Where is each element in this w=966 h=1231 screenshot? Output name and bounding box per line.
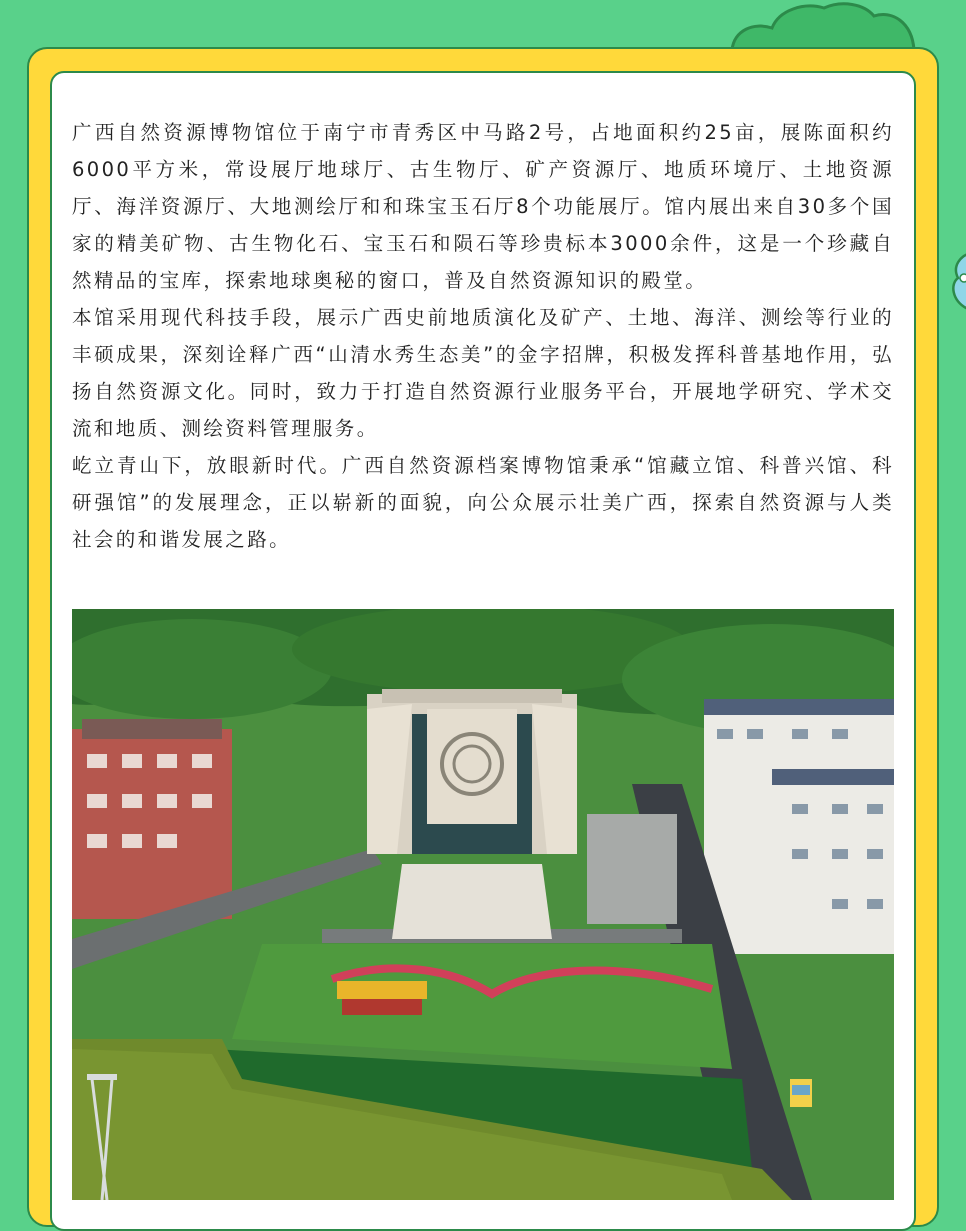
green-cloud-decoration <box>724 0 924 50</box>
museum-aerial-photo <box>72 609 894 1200</box>
paragraph-technology: 本馆采用现代科技手段，展示广西史前地质演化及矿产、土地、海洋、测绘等行业的丰硕成果，深刻诠释广西“山清水秀生态美”的金字招牌，积极发挥科普基地作用，弘扬自然资源文化。同时，致力于打造自然资源行业服务平台，开展地学研究、学术交流和地质、测绘资料管理服务。 <box>72 306 894 440</box>
leaf-decoration <box>946 248 966 314</box>
paragraph-intro: 广西自然资源博物馆位于南宁市青秀区中马路2号，占地面积约25亩，展陈面积约6000平方米，常设展厅地球厅、古生物厅、矿产资源厅、地质环境厅、土地资源厅、海洋资源厅、大地测绘厅和和珠宝玉石厅8个功能展厅。馆内展出来自30多个国家的精美矿物、古生物化石、宝玉石和陨石等珍贵标本3000余件，这是一个珍藏自然精品的宝库，探索地球奥秘的窗口，普及自然资源知识的殿堂。 <box>72 121 894 292</box>
paragraph-mission: 屹立青山下，放眼新时代。广西自然资源档案博物馆秉承“馆藏立馆、科普兴馆、科研强馆”的发展理念，正以崭新的面貌，向公众展示壮美广西，探索自然资源与人类社会的和谐发展之路。 <box>72 454 894 551</box>
article-text <box>72 114 894 558</box>
